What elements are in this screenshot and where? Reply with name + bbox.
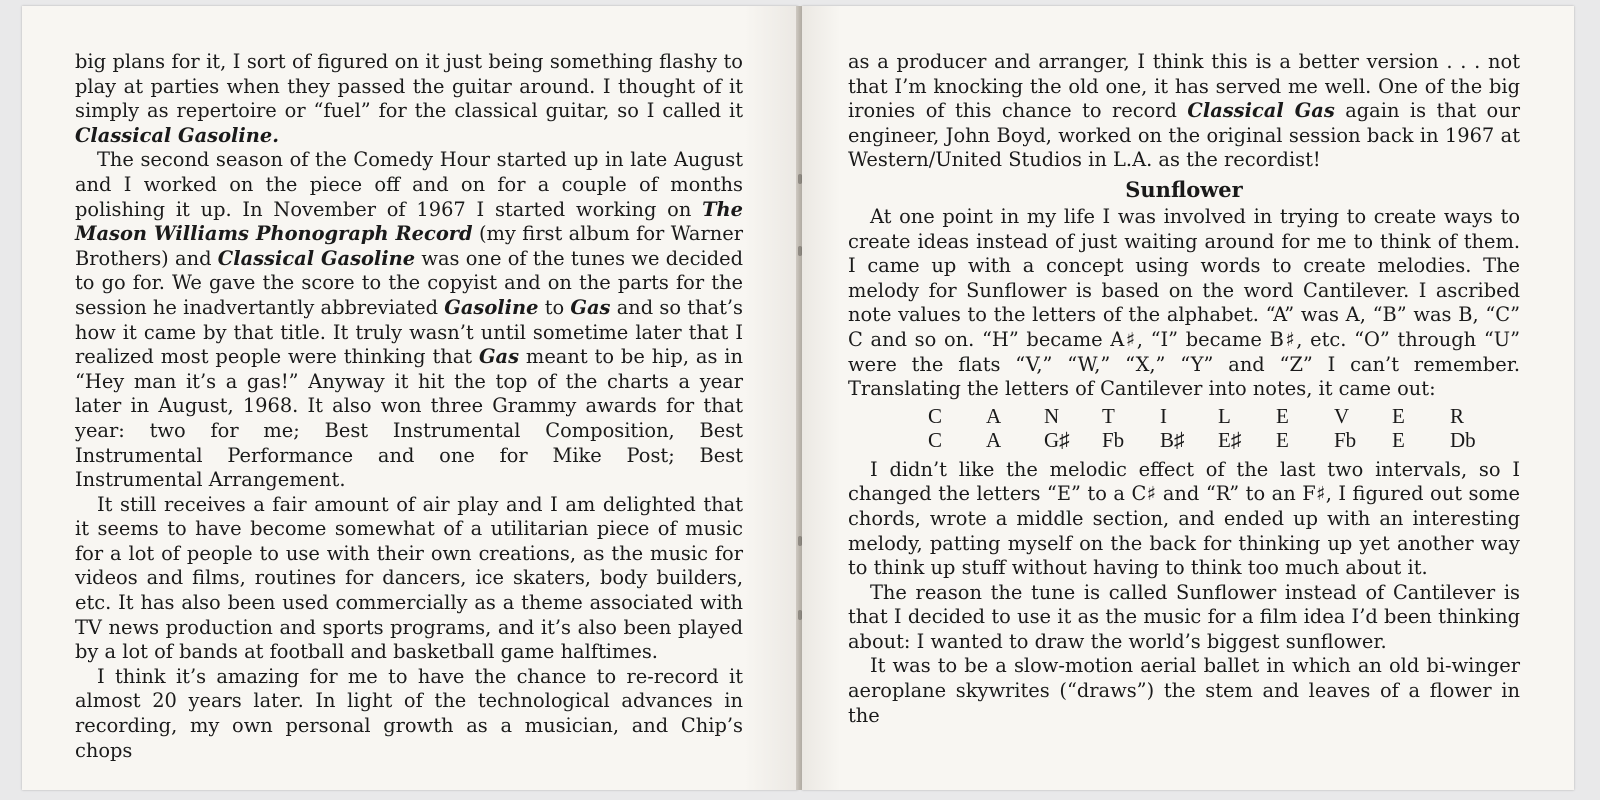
text-run: as a producer and arranger, I think this is a better version . . . not that I’m knocking the old one, it has served me well. One of the big ironies of this chance to record bbox=[848, 50, 1520, 123]
paragraph bbox=[848, 50, 1520, 173]
note-cell: C bbox=[928, 427, 943, 452]
text-run: (my first album for Warner Brothers) and bbox=[75, 222, 743, 270]
note-cell: N bbox=[1044, 403, 1060, 428]
right-page-text bbox=[848, 50, 1520, 728]
italic-title: Gas bbox=[570, 295, 611, 319]
text-run: The reason the tune is called Sunflower instead of Cantilever is that I decided to use it as the music for a film idea I’d been thinking about: I wanted to draw the world’s biggest sunflower. bbox=[848, 580, 1520, 653]
paragraph bbox=[848, 205, 1520, 402]
italic-title: Classical Gasoline. bbox=[75, 123, 279, 147]
note-cell: Fb bbox=[1102, 427, 1125, 452]
left-page bbox=[22, 6, 798, 790]
paragraph bbox=[75, 148, 743, 492]
right-text-before bbox=[848, 50, 1520, 173]
note-cell: A bbox=[986, 403, 1002, 428]
note-cell: I bbox=[1160, 403, 1167, 428]
section-heading: Sunflower bbox=[1125, 176, 1243, 202]
note-cell: E bbox=[1392, 427, 1405, 452]
note-cell: C bbox=[928, 403, 943, 428]
note-cell: G♯ bbox=[1044, 427, 1070, 452]
left-page-text bbox=[75, 50, 743, 763]
text-run: It still receives a fair amount of air play and I am delighted that it seems to have become somewhat of a utilitarian piece of music for a lot of people to use with their own creations, as the music for videos and films, routines for dancers, ice skaters, body builders, etc. It has also been used commercially as a theme associated with TV news production and sports programs, and it’s also been played by a lot of bands at football and basketball game halftimes. bbox=[75, 492, 743, 664]
paragraph bbox=[848, 581, 1520, 655]
booklet-spread bbox=[8, 6, 1592, 796]
note-cell: Fb bbox=[1334, 427, 1357, 452]
text-run: again is that our engineer, John Boyd, worked on the original session back in 1967 at Western/United Studios in L.A. as the recordist! bbox=[848, 99, 1520, 172]
note-cell: A bbox=[986, 427, 1002, 452]
notes-row bbox=[848, 428, 1520, 452]
text-run: and so that’s how it came by that title. It truly wasn’t until sometime later that I realized most people were thinking that bbox=[75, 295, 744, 369]
text-run: big plans for it, I sort of figured on it just being something flashy to play at parties when they passed the guitar around. I thought of it simply as repertoire or “fuel” for the classical guitar, so I called it bbox=[75, 50, 743, 123]
note-cell: L bbox=[1218, 403, 1231, 428]
note-cell: Db bbox=[1450, 427, 1476, 452]
text-run: The second season of the Comedy Hour started up in late August and I worked on the piece off and on for a couple of months polishing it up. In November of 1967 I started working on bbox=[75, 148, 743, 221]
note-cell: R bbox=[1450, 403, 1465, 428]
note-cell: E bbox=[1276, 427, 1289, 452]
right-text-middle bbox=[848, 205, 1520, 402]
paragraph bbox=[75, 493, 743, 665]
italic-title: Classical Gas bbox=[1187, 99, 1335, 123]
note-cell: E♯ bbox=[1218, 427, 1242, 452]
note-cell: B♯ bbox=[1160, 427, 1185, 452]
note-cell: E bbox=[1276, 403, 1289, 428]
letters-row bbox=[848, 404, 1520, 428]
text-run: I think it’s amazing for me to have the chance to re-record it almost 20 years later. In light of the technological advances in recording, my own personal growth as a musician, and Chip’s chops bbox=[75, 664, 743, 762]
note-cell: E bbox=[1392, 403, 1405, 428]
paragraph bbox=[75, 50, 743, 148]
paragraph bbox=[848, 458, 1520, 581]
text-run: At one point in my life I was involved in trying to create ways to create ideas instead of just waiting around for me to think of them. I came up with a concept using words to create melodies. The melody for Sunflower is based on the word Cantilever. I ascribed note values to the letters of the alphabet. “A” was A, “B” was B, “C” C and so on. “H” became A♯, “I” became B♯, etc. “O” through “U” were the flats “V,” “W,” “X,” “Y” and “Z” I can’t remember. Translating the letters of Cantilever into notes, it came out: bbox=[848, 204, 1520, 401]
text-run: meant to be hip, as in “Hey man it’s a gas!” Anyway it hit the top of the charts a year later in August, 1968. It also won three Grammy awards for that year: two for me; Best Instrumental Composition, Best Instrumental Performance and one for Mike Post; Best Instrumental Arrangement. bbox=[75, 345, 743, 492]
paragraph bbox=[75, 665, 743, 763]
note-cell: V bbox=[1334, 403, 1350, 428]
italic-title: The Mason Williams Phonograph Record bbox=[75, 197, 743, 246]
italic-title: Gasoline bbox=[444, 295, 539, 319]
right-page bbox=[802, 6, 1574, 790]
text-run: It was to be a slow-motion aerial ballet in which an old bi-winger aeroplane skywrites (“draws”) the stem and leaves of a flower in the bbox=[848, 654, 1520, 727]
text-run: I didn’t like the melodic effect of the last two intervals, so I changed the letters “E” to a C♯ and “R” to an F♯, I figured out some chords, wrote a middle section, and ended up with an interesting melody, patting myself on the back for thinking up yet another way to think up stuff without having to think too much about it. bbox=[848, 457, 1520, 580]
text-run: was one of the tunes we decided to go for. We gave the score to the copyist and on the parts for the session he inadvertantly abbreviated bbox=[75, 246, 743, 319]
note-table bbox=[848, 404, 1520, 452]
italic-title: Classical Gasoline bbox=[217, 246, 416, 270]
italic-title: Gas bbox=[478, 345, 520, 369]
note-cell: T bbox=[1102, 403, 1115, 428]
paragraph bbox=[848, 654, 1520, 728]
right-text-after bbox=[848, 458, 1520, 729]
text-run: to bbox=[538, 295, 571, 319]
